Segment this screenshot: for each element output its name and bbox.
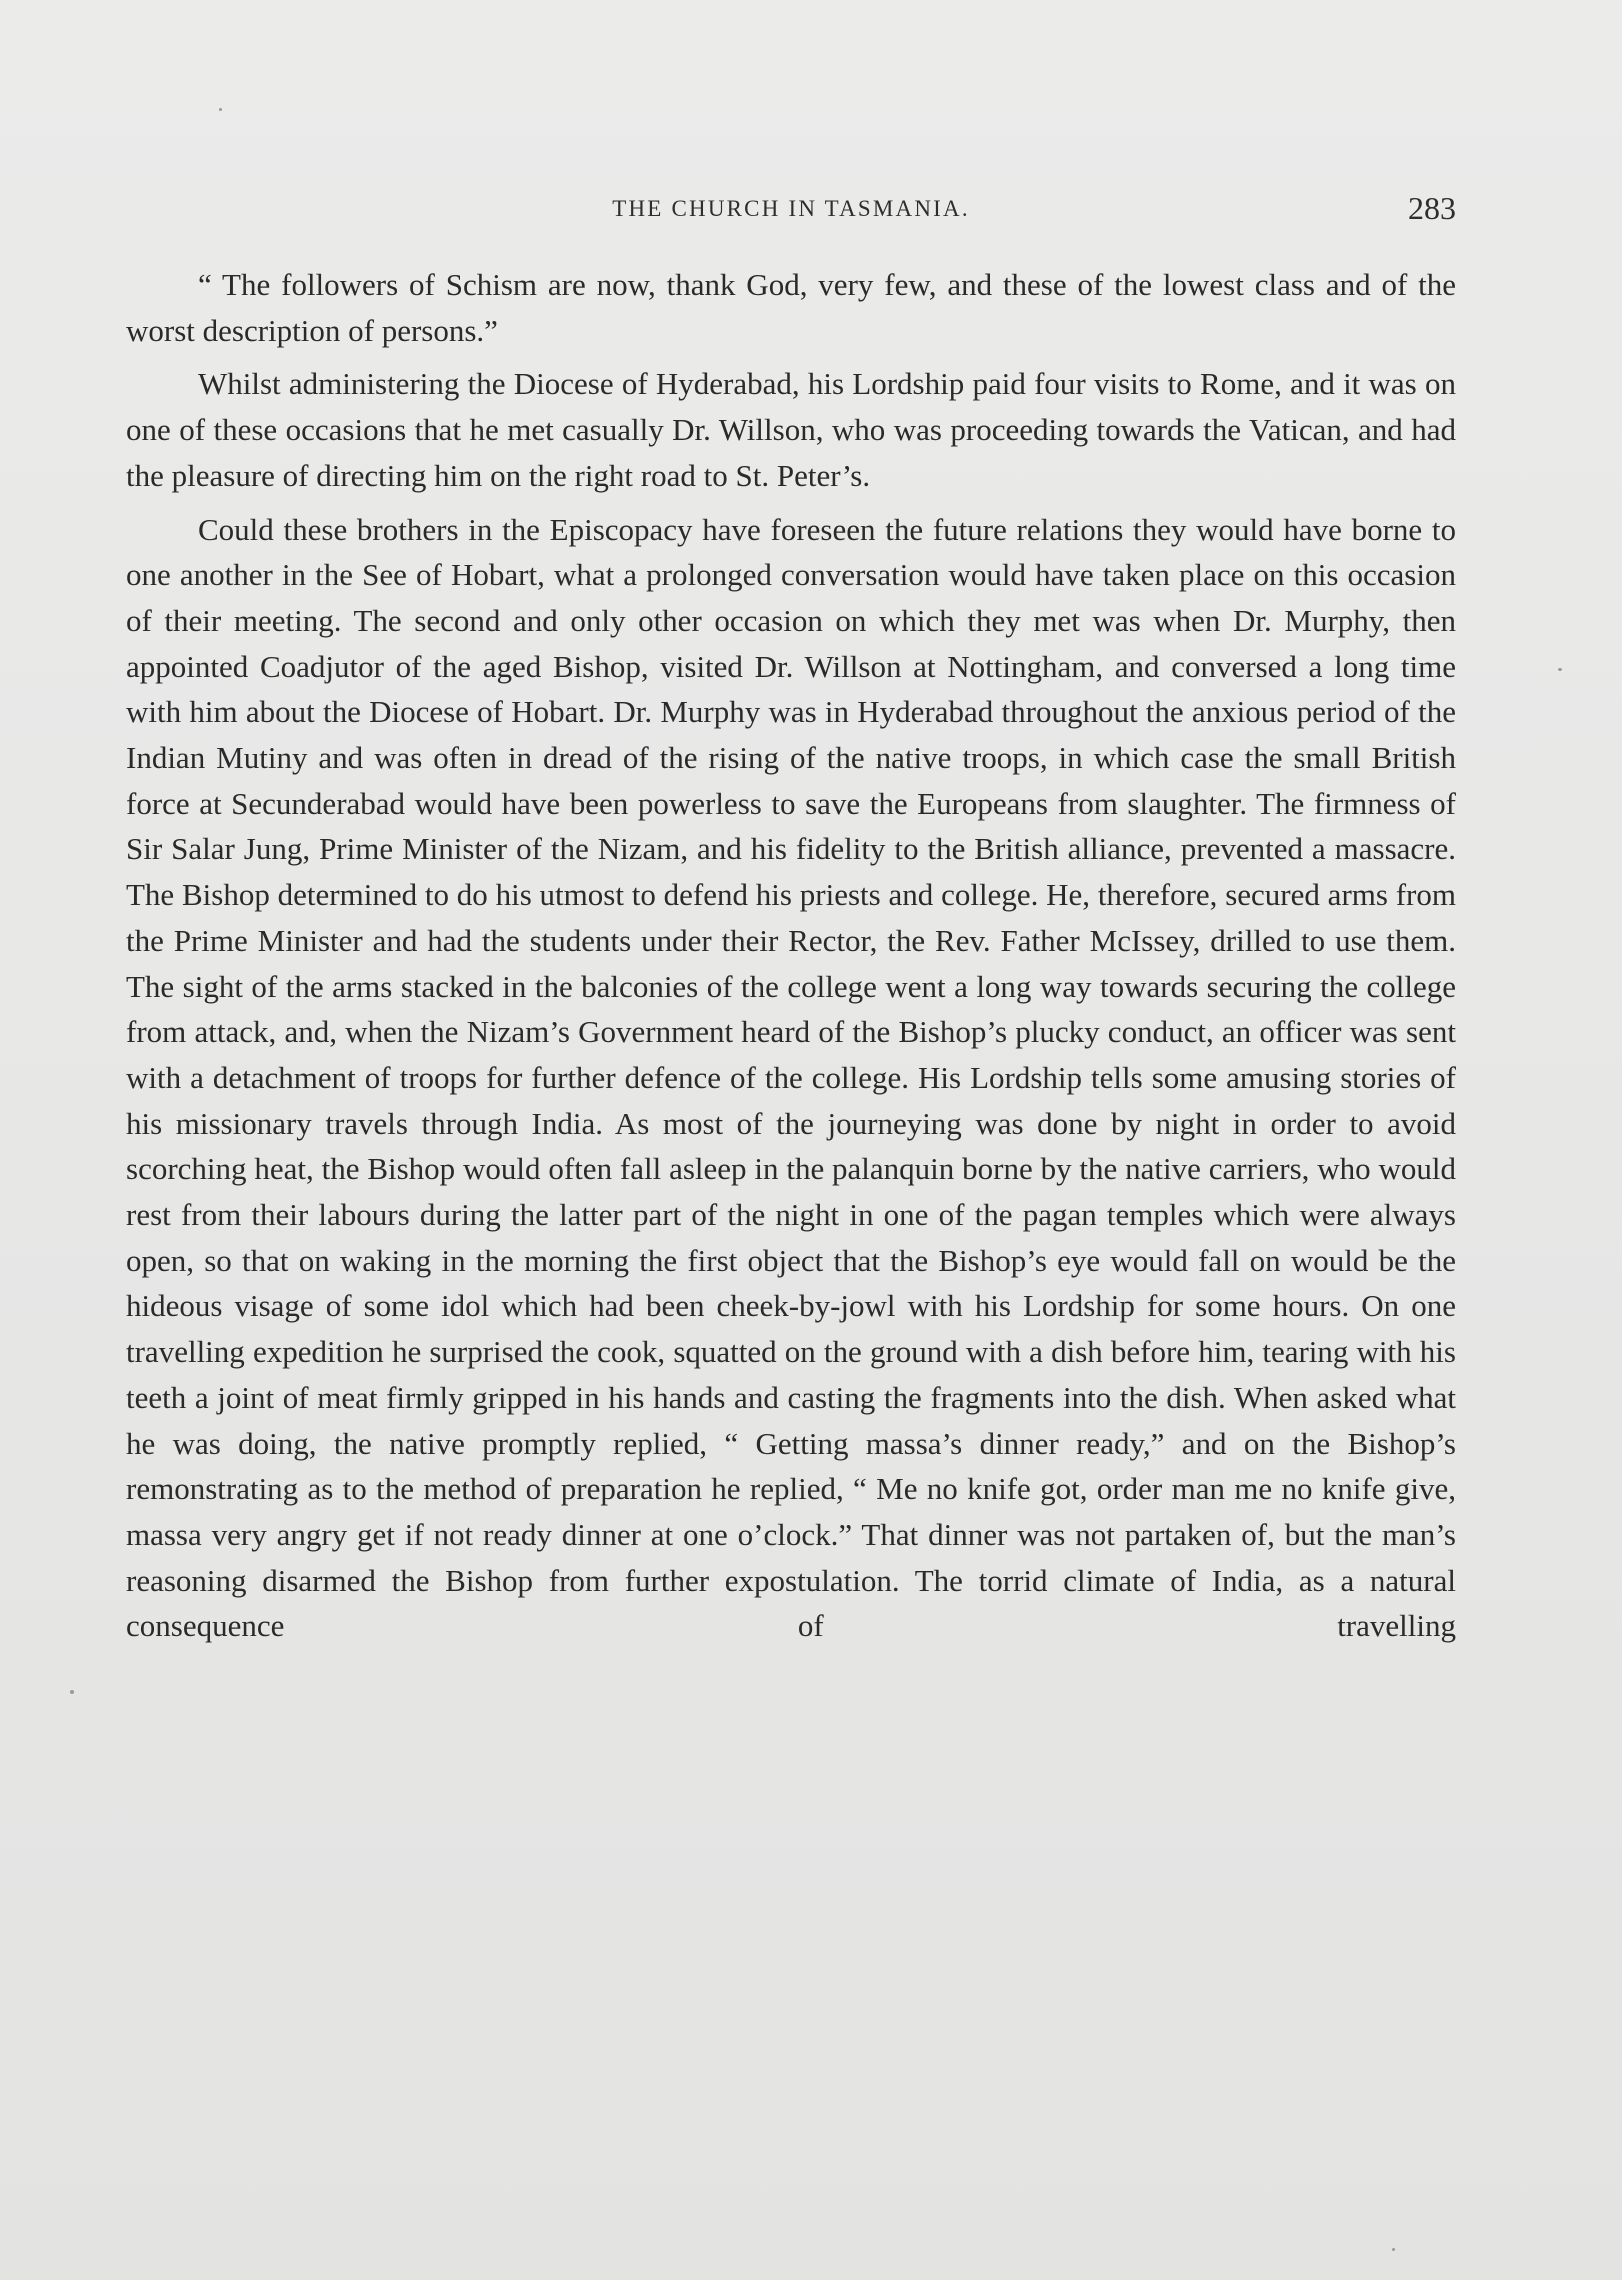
page-number: 283 — [1408, 190, 1456, 226]
paper-speck — [70, 1690, 74, 1694]
paragraph-hyderabad: Whilst administering the Diocese of Hyderabad, his Lordship paid four visits to Rome, and it was on one of these occasions that he met casually Dr. Willson, who was proceeding towards the Vatican, and had the pleasure of directing him on the right road to St. Peter’s. — [126, 366, 1456, 493]
body-text — [126, 262, 1456, 1649]
page-header — [126, 190, 1456, 230]
paper-speck — [1558, 668, 1562, 671]
running-head: THE CHURCH IN TASMANIA. — [612, 196, 970, 221]
paper-speck — [1392, 2248, 1395, 2251]
paragraph-quote: “ The followers of Schism are now, thank God, very few, and these of the lowest class and of the worst description of persons.” — [126, 267, 1456, 348]
paper-speck — [219, 108, 222, 111]
paragraph-episcopacy: Could these brothers in the Episcopacy have foreseen the future relations they would have borne to one another in the See of Hobart, what a prolonged conversation would have taken place on this occasion of their meeting. The second and only other occasion on which they met was when Dr. Murphy, then appointed Coadjutor of the aged Bishop, visited Dr. Willson at Nottingham, and conversed a long time with him about the Diocese of Hobart. Dr. Murphy was in Hyderabad throughout the anxious period of the Indian Mutiny and was often in dread of the rising of the native troops, in which case the small British force at Secunderabad would have been powerless to save the Europeans from slaughter. The firmness of Sir Salar Jung, Prime Minister of the Nizam, and his fidelity to the British alliance, prevented a massacre. The Bishop determined to do his utmost to defend his priests and college. He, therefore, secured arms from the Prime Minister and had the students under their Rector, the Rev. Father McIssey, drilled to use them. The sight of the arms stacked in the balconies of the college went a long way towards securing the college from attack, and, when the Nizam’s Government heard of the Bishop’s plucky conduct, an officer was sent with a detachment of troops for further defence of the college. His Lordship tells some amusing stories of his missionary travels through India. As most of the journeying was done by night in order to avoid scorching heat, the Bishop would often fall asleep in the palanquin borne by the native carriers, who would rest from their labours during the latter part of the night in one of the pagan temples which were always open, so that on waking in the morning the first object that the Bishop’s eye would fall on would be the hideous visage of some idol which had been cheek-by-jowl with his Lordship for some hours. On one travelling expedition he surprised the cook, squatted on the ground with a dish before him, tearing with his teeth a joint of meat firmly gripped in his hands and casting the fragments into the dish. When asked what he was doing, the native promptly replied, “ Getting massa’s dinner ready,” and on the Bishop’s remonstrating as to the method of preparation he replied, “ Me no knife got, order man me no knife give, massa very angry get if not ready dinner at one o’clock.” That dinner was not partaken of, but the man’s reasoning disarmed the Bishop from further expostulation. The torrid climate of India, as a natural consequence of travelling — [126, 511, 1456, 1644]
